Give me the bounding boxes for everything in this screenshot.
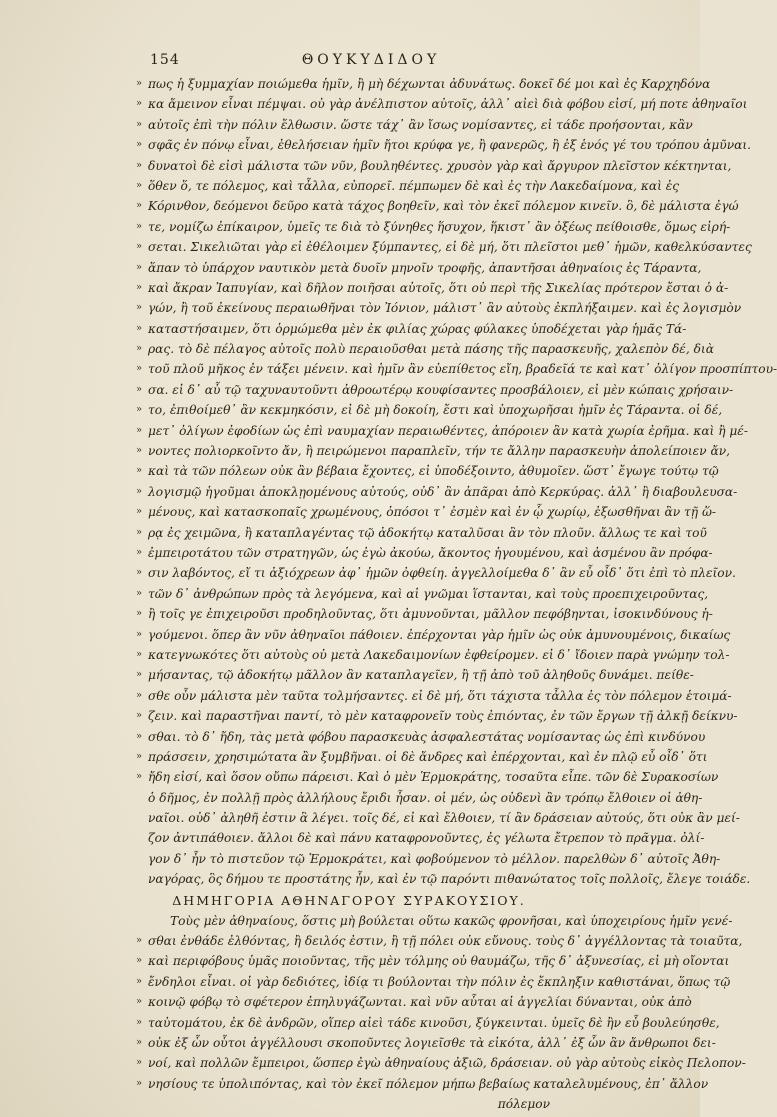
text-line-content: ταὐτομάτου, ἐκ δὲ ἀνδρῶν, οἵπερ αἰεὶ τάδε κινοῦσι, ξύγκεινται. ὑμεῖς δὲ ἢν εὖ βουλεύησθε, <box>148 1015 720 1030</box>
text-line <box>136 400 723 420</box>
text-line <box>136 686 732 706</box>
quotation-mark: » <box>136 404 143 416</box>
quotation-mark: » <box>136 139 143 151</box>
quotation-mark: » <box>136 996 143 1008</box>
quotation-mark: » <box>136 730 143 742</box>
text-line <box>136 992 692 1012</box>
text-line-content: νοντες πολιορκοῖντο ἄν, ἢ πειρώμενοι παραπλεῖν, τήν τε ἄλλην παρασκευὴν ἀπολείποιεν ἄν, <box>148 444 730 459</box>
text-line <box>148 911 733 931</box>
text-line-content: σθαι ἐνθάδε ἐλθόντας, ἢ δειλός ἐστιν, ἢ τῇ πόλει οὐκ εὔνους. τοὺς δ᾽ ἀγγέλλοντας τὰ τοιαῦτα, <box>148 934 743 949</box>
text-line-content: νοί, καὶ πολλῶν ἔμπειροι, ὥσπερ ἐγὼ ἀθηναίους ἀξιῶ, δράσειαν. οὐ γὰρ αὐτοὺς εἰκὸς Πελοπον- <box>148 1056 746 1071</box>
text-line <box>136 278 729 298</box>
quotation-mark: » <box>136 771 143 783</box>
text-line <box>136 767 719 787</box>
quotation-mark: » <box>136 567 143 579</box>
text-line <box>136 176 680 196</box>
text-line-content: σεται. Σικελιῶται γὰρ εἰ ἐθέλοιμεν ξύμπαντες, εἰ δὲ μή, ὅτι πλεῖστοι μεθ᾽ ἡμῶν, καθελκύσαντες <box>148 240 752 255</box>
text-line-content: ἐμπειροτάτου τῶν στρατηγῶν, ὡς ἐγὼ ἀκούω, ἄκοντος ἡγουμένου, καὶ ἀσμένου ἂν πρόφα- <box>148 545 713 560</box>
text-line <box>136 196 739 216</box>
text-line <box>136 74 711 94</box>
text-line-content: Κόρινθον, δεόμενοι δεῦρο κατὰ τάχος βοηθεῖν, καὶ τὸν ἐκεῖ πόλεμον κινεῖν. ὃ, δὲ μάλιστα ἐγώ <box>148 199 739 214</box>
text-line-content: ὁ δῆμος, ἐν πολλῇ πρὸς ἀλλήλους ἔριδι ἦσαν. οἱ μέν, ὡς οὐδενὶ ἂν τρόπῳ ἔλθοιεν οἱ ἀθη- <box>148 790 703 805</box>
text-line-content: ρᾳ ἐς χειμῶνα, ἢ καταπλαγέντας τῷ ἀδοκήτῳ καταλῦσαι ἂν τὸν πλοῦν. ἄλλως τε καὶ τοῦ <box>148 525 707 540</box>
text-line-content: Τοὺς μὲν ἀθηναίους, ὅστις μὴ βούλεται οὕτω κακῶς φρονῆσαι, καὶ ὑποχειρίους ἡμῖν γενέ- <box>170 913 733 928</box>
text-line <box>136 217 731 237</box>
text-line <box>136 359 777 379</box>
quotation-mark: » <box>136 975 143 987</box>
text-line <box>136 625 731 645</box>
text-line <box>136 706 738 726</box>
quotation-mark: » <box>136 506 143 518</box>
quotation-mark: » <box>136 608 143 620</box>
text-line-content: καὶ τὰ τῶν πόλεων οὐκ ἂν βέβαια ἔχοντες, εἰ ὑποδέξοιντο, ἀθυμοῖεν. ὥστ᾽ ἔγωγε τούτῳ τῷ <box>148 464 719 479</box>
quotation-mark: » <box>136 179 143 191</box>
text-line-content: λογισμῷ ἡγοῦμαι ἀποκλῃομένους αὐτούς, οὐδ᾽ ἂν ἀπᾶραι ἀπὸ Κερκύρας. ἀλλ᾽ ἢ διαβουλευσα- <box>148 484 738 499</box>
text-line <box>148 788 703 808</box>
quotation-mark: » <box>136 1057 143 1069</box>
text-line <box>136 645 730 665</box>
text-line-content: κατεγνωκότες ὅτι αὐτοὺς οὐ μετὰ Λακεδαιμονίων ἐφθείρομεν. εἰ δ᾽ ἴδοιεν παρὰ γνώμην τολ- <box>148 647 730 662</box>
text-line-content: μετ᾽ ὀλίγων ἐφοδίων ὡς ἐπὶ ναυμαχίαν περαιωθέντες, ἀπόροιεν ἂν κατὰ χωρία ἐρῆμα. καὶ ἢ μέ- <box>148 423 748 438</box>
text-line <box>136 1013 720 1033</box>
text-line-content: ἢ τοῖς γε ἐπιχειροῦσι προδηλοῦντας, ὅτι ἀμυνοῦνται, μᾶλλον πεφόβηνται, ἰσοκινδύνους ἡ- <box>148 607 713 622</box>
text-line <box>136 156 732 176</box>
text-line-content: μήσαντας, τῷ ἀδοκήτῳ μᾶλλον ἂν καταπλαγεῖεν, ἢ τῇ ἀπὸ τοῦ ἀληθοῦς δυνάμει. πείθε- <box>148 668 694 683</box>
text-line <box>148 869 751 889</box>
text-line-content: γον δ᾽ ἦν τὸ πιστεῦον τῷ Ἑρμοκράτει, καὶ φοβούμενον τὸ μέλλον. παρελθὼν δ᾽ αὐτοῖς Ἀθη- <box>148 851 721 866</box>
text-line <box>136 951 730 971</box>
text-line-content: πράσσειν, χρησιμώτατα ἂν ξυμβῆναι. οἱ δὲ ἄνδρες καὶ ἐπέρχονται, καὶ ἐν πλῷ εὖ οἶδ᾽ ὅτι <box>148 749 708 764</box>
text-line <box>136 441 730 461</box>
text-line <box>136 1074 709 1094</box>
page-header <box>150 52 540 74</box>
text-line-content: κα ἄμεινον εἶναι πέμψαι. οὐ γὰρ ἀνέλπιστον αὐτοῖς, ἀλλ᾽ αἰεὶ διὰ φόβου εἰσί, μή ποτε ἀθηναῖοι <box>148 97 748 112</box>
text-line-content: σθαι. τὸ δ᾽ ἤδη, τὰς μετὰ φόβου παρασκευὰς ἀσφαλεστάτας νομίσαντας ὡς ἐπὶ κινδύνου <box>148 729 706 744</box>
text-line <box>148 849 721 869</box>
quotation-mark: » <box>136 281 143 293</box>
text-line-content: τε, νομίζω ἐπίκαιρον, ὑμεῖς τε διὰ τὸ ξύνηθες ἥσυχον, ἥκιστ᾽ ἂν ὀξέως πείθοισθε, ὅμως εἰρή- <box>148 219 731 234</box>
text-line <box>136 502 717 522</box>
text-line-content: ναῖοι. οὐδ᾽ ἀληθῆ ἐστιν ἃ λέγει. τοῖς δέ, εἰ καὶ ἔλθοιεν, τί ἂν δράσειαν αὐτούς, ὅτι οὐκ ἂν μεί- <box>148 811 740 826</box>
body-text <box>136 74 777 1115</box>
quotation-mark: » <box>136 261 143 273</box>
text-line-content: ἤδη εἰσί, καὶ ὅσον οὔπω πάρεισι. Καὶ ὁ μὲν Ἑρμοκράτης, τοσαῦτα εἶπε. τῶν δὲ Συρακοσίων <box>148 770 719 785</box>
quotation-mark: » <box>136 669 143 681</box>
quotation-mark: » <box>136 118 143 130</box>
text-line <box>136 115 693 135</box>
text-line <box>136 482 738 502</box>
section-heading: ΔΗΜΗΓΟΡΙΑ ΑΘΗΝΑΓΟΡΟΥ ΣΥΡΑΚΟΥΣΙΟΥ. <box>172 892 526 908</box>
quotation-mark: » <box>136 159 143 171</box>
quotation-mark: » <box>136 750 143 762</box>
quotation-mark: » <box>136 383 143 395</box>
text-line <box>148 828 705 848</box>
text-line-content: ναγόρας, ὃς δήμου τε προστάτης ἦν, καὶ ἐν τῷ παρόντι πιθανώτατος τοῖς πολλοῖς, ἔλεγε τοιάδε. <box>148 872 751 887</box>
quotation-mark: » <box>136 445 143 457</box>
quotation-mark: » <box>136 587 143 599</box>
text-line <box>136 237 752 257</box>
catchword: πόλεμον <box>497 1097 550 1112</box>
text-line-content: σα. εἰ δ᾽ αὖ τῷ ταχυναυτοῦντι ἀθροωτέρῳ κουφίσαντες προσβάλοιεν, εἰ μὲν κώπαις χρήσαιν- <box>148 382 734 397</box>
text-line <box>136 747 708 767</box>
text-line <box>136 584 709 604</box>
text-line <box>136 1033 716 1053</box>
quotation-mark: » <box>136 628 143 640</box>
quotation-mark: » <box>136 485 143 497</box>
text-line-content: ζειν. καὶ παραστῆναι παντί, τὸ μὲν καταφρονεῖν τοὺς ἐπιόντας, ἐν τῶν ἔργων τῇ ἀλκῇ δείκνυ- <box>148 709 738 724</box>
text-line <box>136 604 713 624</box>
text-line-content: μένους, καὶ κατασκοπαῖς χρωμένους, ὁπόσοι τ᾽ ἐσμὲν καὶ ἐν ᾧ χωρίῳ, ἐξωσθῆναι ἂν τῇ ὥ- <box>148 505 717 520</box>
text-line-content: δυνατοὶ δὲ εἰσὶ μάλιστα τῶν νῦν, βουληθέντες. χρυσὸν γὰρ καὶ ἄργυρον πλεῖστον κέκτηνται, <box>148 158 732 173</box>
quotation-mark: » <box>136 241 143 253</box>
text-line-content: ἅπαν τὸ ὑπάρχον ναυτικὸν μετὰ δυοῖν μηνοῖν τροφῆς, ἀπαντῆσαι ἀθηναίοις ἐς Τάραντα, <box>148 260 702 275</box>
quotation-mark: » <box>136 648 143 660</box>
text-line <box>136 380 734 400</box>
text-line <box>136 1053 746 1073</box>
quotation-mark: » <box>136 1077 143 1089</box>
text-line-content: γών, ἢ τοῦ ἐκείνους περαιωθῆναι τὸν Ἰόνιον, μάλιστ᾽ ἂν αὐτοὺς ἐκπλήξαιμεν. καὶ ἐς λογισμὸν <box>148 301 742 316</box>
quotation-mark: » <box>136 465 143 477</box>
text-line-content: οὐκ ἐξ ὧν οὗτοι ἀγγέλλουσι σκοποῦντες λογιεῖσθε τὰ εἰκότα, ἀλλ᾽ ἐξ ὧν ἂν ἄνθρωποι δει- <box>148 1035 716 1050</box>
quotation-mark: » <box>136 220 143 232</box>
text-line-content: καὶ ἄκραν Ἰαπυγίαν, καὶ δῆλον ποιῆσαι αὐτοῖς, ὅτι οὐ περὶ τῆς Σικελίας πρότερον ἔσται ὁ ἀ- <box>148 280 729 295</box>
text-line-content: ρας. τὸ δὲ πέλαγος αὐτοῖς πολὺ περαιοῦσθαι μετὰ πάσης τῆς παρασκευῆς, χαλεπὸν δέ, διὰ <box>148 342 714 357</box>
text-line <box>136 94 748 114</box>
quotation-mark: » <box>136 710 143 722</box>
text-line-content: σθε οὖν μάλιστα μὲν ταῦτα τολμήσαντες. εἰ δὲ μή, ὅτι τάχιστα τἆλλα ἐς τὸν πόλεμον ἑτοιμά- <box>148 688 732 703</box>
text-line <box>136 727 706 747</box>
text-line-content: ἔνδηλοι εἶναι. οἱ γὰρ δεδιότες, ἰδίᾳ τι βούλονται τὴν πόλιν ἐς ἔκπληξιν καθιστάναι, ὅπως τῷ <box>148 974 731 989</box>
quotation-mark: » <box>136 78 143 89</box>
text-line <box>136 972 731 992</box>
text-line <box>136 461 719 481</box>
text-line <box>136 421 748 441</box>
text-line <box>136 135 751 155</box>
text-line <box>136 523 707 543</box>
running-title: ΘΟΥΚΥΔΙΔΟΥ <box>301 52 441 68</box>
quotation-mark: » <box>136 363 143 375</box>
text-line-content: τοῦ πλοῦ μῆκος ἐν τάξει μένειν. καὶ ἡμῖν ἂν εὐεπίθετος εἴη, βραδεῖά τε καὶ κατ᾽ ὀλίγον προσπίπτου- <box>148 362 777 377</box>
quotation-mark: » <box>136 1036 143 1048</box>
text-line <box>136 298 742 318</box>
text-line <box>136 339 714 359</box>
text-line-content: το, ἐπιθοίμεθ᾽ ἂν κεκμηκόσιν, εἰ δὲ μὴ δοκοίη, ἔστι καὶ ὑποχωρῆσαι ἡμῖν ἐς Τάραντα. οἱ δέ, <box>148 403 723 418</box>
quotation-mark: » <box>136 546 143 558</box>
quotation-mark: » <box>136 1016 143 1028</box>
text-line <box>136 931 743 951</box>
text-line <box>148 808 740 828</box>
quotation-mark: » <box>136 424 143 436</box>
quotation-mark: » <box>136 200 143 212</box>
text-line <box>136 563 736 583</box>
text-line <box>136 543 713 563</box>
quotation-mark: » <box>136 955 143 967</box>
text-line-content: ὅθεν ὅ, τε πόλεμος, καὶ τἆλλα, εὐπορεῖ. πέμπωμεν δὲ καὶ ἐς τὴν Λακεδαίμονα, καὶ ἐς <box>148 178 680 193</box>
quotation-mark: » <box>136 98 143 110</box>
text-line-content: πως ἡ ξυμμαχίαν ποιώμεθα ἡμῖν, ἢ μὴ δέχωνται ἀδυνάτως. δοκεῖ δέ μοι καὶ ἐς Καρχηδόνα <box>148 77 711 91</box>
text-line-content: καὶ περιφόβους ὑμᾶς ποιοῦντας, τῆς μὲν τόλμης οὐ θαυμάζω, τῆς δ᾽ ἀξυνεσίας, εἰ μὴ οἴονται <box>148 954 730 969</box>
text-line <box>136 665 694 685</box>
page-number: 154 <box>150 52 180 68</box>
text-line-content: κοινῷ φόβῳ τὸ σφέτερον ἐπηλυγάζωνται. καὶ νῦν αὗται αἱ ἀγγελίαι δύνανται, οὐκ ἀπὸ <box>148 995 692 1010</box>
quotation-mark: » <box>136 935 143 947</box>
text-line <box>136 258 702 278</box>
quotation-mark: » <box>136 343 143 355</box>
quotation-mark: » <box>136 526 143 538</box>
text-line-content: καταστήσαιμεν, ὅτι ὁρμώμεθα μὲν ἐκ φιλίας χώρας φύλακες ὑποδέχεται γὰρ ἡμᾶς Τά- <box>148 321 687 336</box>
quotation-mark: » <box>136 302 143 314</box>
text-line-content: σφᾶς ἐν πόνῳ εἶναι, ἐθελήσειαν ἡμῖν ἤτοι κρύφα γε, ἢ φανερῶς, ἢ ἐξ ἑνός γέ του τρόπου ἀμῦναι. <box>148 138 751 153</box>
text-line-content: σιν λαβόντος, εἴ τι ἀξιόχρεων ἀφ᾽ ἡμῶν ὀφθείη. ἀγγελλοίμεθα δ᾽ ἂν εὖ οἶδ᾽ ὅτι ἐπὶ τὸ πλεῖον. <box>148 566 736 581</box>
text-line-content: ζον ἀντιπάθοιεν. ἄλλοι δὲ καὶ πάνυ καταφρονοῦντες, ἐς γέλωτα ἔτρεπον τὸ πρᾶγμα. ὀλί- <box>148 831 705 846</box>
quotation-mark: » <box>136 322 143 334</box>
text-line-content: τῶν δ᾽ ἀνθρώπων πρὸς τὰ λεγόμενα, καὶ αἱ γνῶμαι ἵστανται, καὶ τοὺς προεπιχειροῦντας, <box>148 586 709 601</box>
quotation-mark: » <box>136 689 143 701</box>
text-line-content: νησίους τε ὑπολιπόντας, καὶ τὸν ἐκεῖ πόλεμον μήπω βεβαίως καταλελυμένους, ἐπ᾽ ἄλλον <box>148 1076 709 1091</box>
text-line-content: αὐτοῖς ἐπὶ τὴν πόλιν ἔλθωσιν. ὥστε τάχ᾽ ἂν ἴσως νομίσαντες, εἰ τάδε προήσονται, κἂν <box>148 117 693 132</box>
text-line-content: γούμενοι. ὅπερ ἂν νῦν ἀθηναῖοι πάθοιεν. ἐπέρχονται γὰρ ἡμῖν ὡς οὐκ ἀμυνουμένοις, δικαίως <box>148 627 731 642</box>
text-line <box>136 319 687 339</box>
